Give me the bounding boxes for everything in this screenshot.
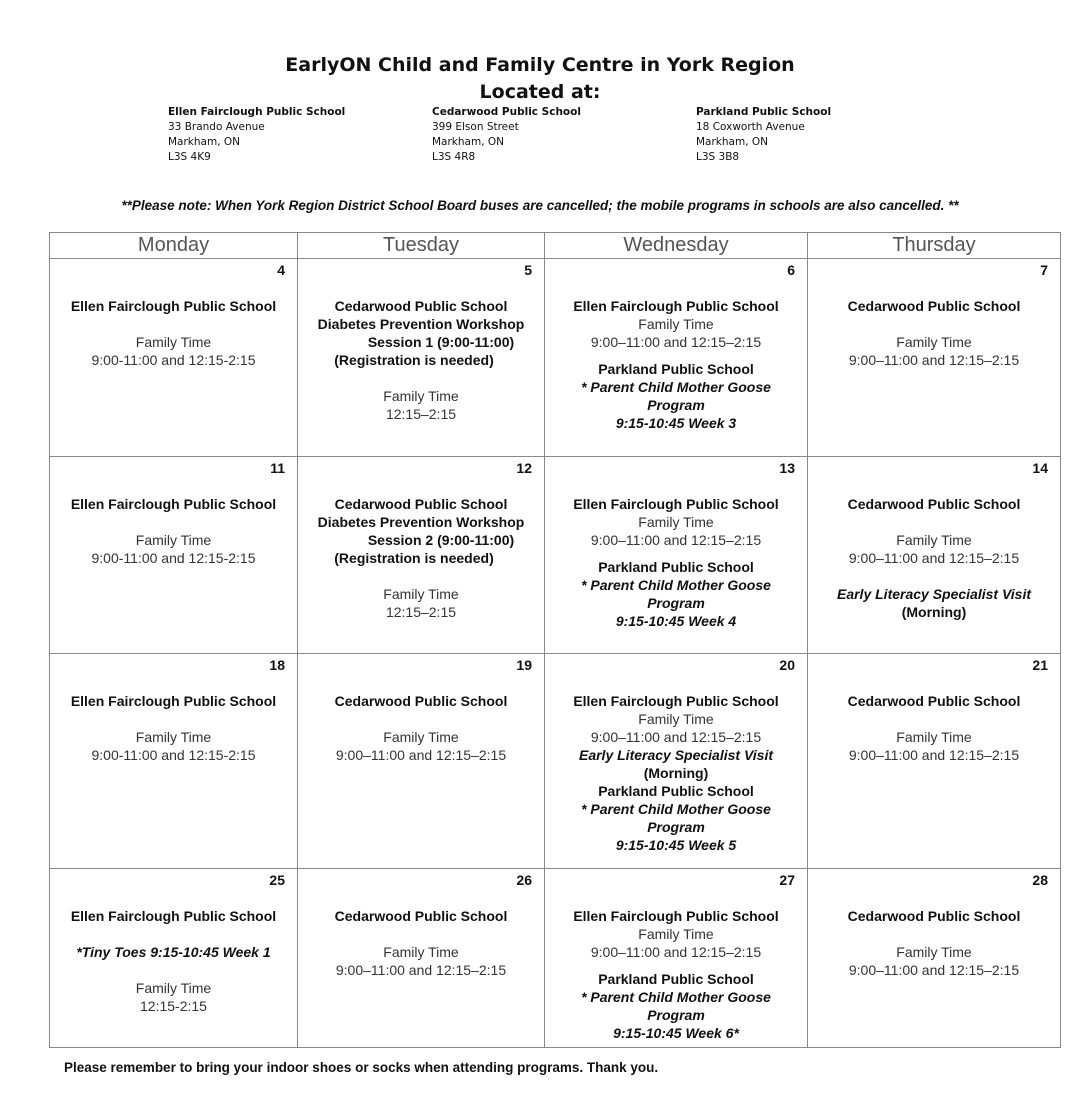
date-number: 14 bbox=[1032, 460, 1048, 476]
workshop-title: Diabetes Prevention Workshop bbox=[317, 514, 525, 530]
date-number: 18 bbox=[269, 657, 285, 673]
school-name: Ellen Fairclough Public School bbox=[70, 693, 277, 709]
location-parkland bbox=[696, 105, 831, 165]
calendar-day-cell bbox=[298, 869, 545, 1048]
school-name: Cedarwood Public School bbox=[847, 298, 1021, 314]
activity-time: 9:00–11:00 and 12:15–2:15 bbox=[335, 962, 507, 978]
date-number: 19 bbox=[516, 657, 532, 673]
program-name-line2: Program bbox=[647, 397, 705, 413]
school-name: Ellen Fairclough Public School bbox=[70, 908, 277, 924]
second-school-name: Parkland Public School bbox=[598, 971, 754, 987]
calendar-day-cell bbox=[545, 457, 808, 654]
date-number: 25 bbox=[269, 872, 285, 888]
registration-note: (Registration is needed) bbox=[334, 352, 494, 368]
program-name-line2: Program bbox=[647, 1007, 705, 1023]
location-postal: L3S 3B8 bbox=[696, 151, 740, 163]
activity-time: 9:00-11:00 and 12:15-2:15 bbox=[91, 550, 256, 566]
location-street: 18 Coxworth Avenue bbox=[696, 121, 805, 133]
school-name: Ellen Fairclough Public School bbox=[573, 693, 779, 709]
date-number: 12 bbox=[516, 460, 532, 476]
program-time: 9:15-10:45 Week 4 bbox=[615, 613, 737, 629]
activity-time: 9:00–11:00 and 12:15–2:15 bbox=[335, 747, 507, 763]
location-city: Markham, ON bbox=[696, 136, 769, 148]
location-name: Ellen Fairclough Public School bbox=[168, 106, 346, 118]
date-number: 11 bbox=[270, 460, 285, 476]
activity-label: Family Time bbox=[135, 729, 212, 745]
day-header-wednesday: Wednesday bbox=[545, 233, 808, 259]
location-street: 33 Brando Avenue bbox=[168, 121, 265, 133]
calendar-day-cell bbox=[50, 654, 298, 869]
program-time: 9:15-10:45 Week 3 bbox=[615, 415, 737, 431]
program-time: 9:15-10:45 Week 6* bbox=[613, 1025, 739, 1041]
program-time: 9:15-10:45 Week 5 bbox=[615, 837, 737, 853]
calendar-week-row bbox=[50, 654, 1061, 869]
date-number: 21 bbox=[1032, 657, 1048, 673]
location-name: Parkland Public School bbox=[696, 106, 832, 118]
school-name: Ellen Fairclough Public School bbox=[573, 908, 779, 924]
second-school-name: Parkland Public School bbox=[598, 559, 754, 575]
day-header-tuesday: Tuesday bbox=[298, 233, 545, 259]
school-name: Cedarwood Public School bbox=[334, 298, 508, 314]
activity-label: Family Time bbox=[896, 532, 972, 548]
date-number: 7 bbox=[1040, 262, 1048, 278]
date-number: 5 bbox=[524, 262, 532, 278]
activity-time: 9:00-11:00 and 12:15-2:15 bbox=[91, 747, 256, 763]
calendar-day-cell bbox=[298, 259, 545, 457]
date-number: 28 bbox=[1032, 872, 1048, 888]
activity-time: 9:00–11:00 and 12:15–2:15 bbox=[590, 944, 762, 960]
program-name: * Parent Child Mother Goose bbox=[581, 379, 771, 395]
location-name: Cedarwood Public School bbox=[432, 106, 581, 118]
literacy-visit-time: (Morning) bbox=[901, 604, 967, 620]
activity-time: 9:00–11:00 and 12:15–2:15 bbox=[590, 532, 762, 548]
activity-label: Family Time bbox=[383, 729, 459, 745]
location-ellen-fairclough bbox=[168, 105, 345, 165]
activity-label: Family Time bbox=[383, 388, 459, 404]
school-name: Ellen Fairclough Public School bbox=[573, 298, 779, 314]
activity-label: Family Time bbox=[638, 316, 714, 332]
location-city: Markham, ON bbox=[168, 136, 241, 148]
calendar-day-cell bbox=[50, 457, 298, 654]
calendar-day-cell bbox=[545, 259, 808, 457]
day-header-monday: Monday bbox=[50, 233, 298, 259]
calendar-week-row bbox=[50, 457, 1061, 654]
page-title: EarlyON Child and Family Centre in York Region bbox=[285, 54, 795, 76]
activity-time: 9:00–11:00 and 12:15–2:15 bbox=[848, 747, 1020, 763]
activity-time: 12:15–2:15 bbox=[385, 406, 457, 422]
calendar-week-row bbox=[50, 259, 1061, 457]
literacy-visit: Early Literacy Specialist Visit bbox=[578, 747, 774, 763]
program-name-line2: Program bbox=[647, 595, 705, 611]
school-name: Cedarwood Public School bbox=[334, 693, 508, 709]
calendar-day-cell bbox=[808, 259, 1061, 457]
page-subtitle: Located at: bbox=[479, 81, 601, 103]
location-cedarwood bbox=[432, 105, 581, 165]
calendar-week-row bbox=[50, 869, 1061, 1048]
activity-label: Family Time bbox=[383, 586, 459, 602]
calendar-day-cell bbox=[545, 654, 808, 869]
second-school-name: Parkland Public School bbox=[598, 361, 754, 377]
school-name: Cedarwood Public School bbox=[847, 693, 1021, 709]
activity-time: 12:15-2:15 bbox=[140, 998, 207, 1014]
program-name: * Parent Child Mother Goose bbox=[581, 801, 771, 817]
school-name: Ellen Fairclough Public School bbox=[573, 496, 779, 512]
activity-label: Family Time bbox=[135, 334, 212, 350]
registration-note: (Registration is needed) bbox=[334, 550, 494, 566]
location-street: 399 Elson Street bbox=[432, 121, 519, 133]
footer-reminder: Please remember to bring your indoor shoes or socks when attending programs. Thank you. bbox=[64, 1060, 659, 1075]
activity-label: Family Time bbox=[896, 729, 972, 745]
school-name: Cedarwood Public School bbox=[847, 908, 1021, 924]
cancellation-note: **Please note: When York Region District School Board buses are cancelled; the mobile programs in schools are also cancelled. ** bbox=[121, 198, 959, 213]
activity-label: Family Time bbox=[638, 514, 714, 530]
calendar-day-cell bbox=[298, 457, 545, 654]
calendar-day-cell bbox=[545, 869, 808, 1048]
day-header-thursday: Thursday bbox=[808, 233, 1061, 259]
literacy-visit-time: (Morning) bbox=[643, 765, 709, 781]
calendar-table bbox=[49, 232, 1061, 1048]
activity-time: 9:00–11:00 and 12:15–2:15 bbox=[590, 334, 762, 350]
tiny-toes-program: *Tiny Toes 9:15-10:45 Week 1 bbox=[76, 944, 271, 960]
calendar-day-cell bbox=[808, 869, 1061, 1048]
calendar-day-cell bbox=[808, 654, 1061, 869]
school-name: Cedarwood Public School bbox=[334, 496, 508, 512]
workshop-session: Session 1 (9:00-11:00) bbox=[367, 334, 515, 350]
activity-time: 9:00–11:00 and 12:15–2:15 bbox=[848, 550, 1020, 566]
activity-time: 9:00–11:00 and 12:15–2:15 bbox=[590, 729, 762, 745]
date-number: 6 bbox=[787, 262, 795, 278]
school-name: Cedarwood Public School bbox=[847, 496, 1021, 512]
calendar-day-cell bbox=[808, 457, 1061, 654]
second-school-name: Parkland Public School bbox=[598, 783, 754, 799]
date-number: 20 bbox=[779, 657, 795, 673]
school-name: Ellen Fairclough Public School bbox=[70, 496, 277, 512]
school-name: Ellen Fairclough Public School bbox=[70, 298, 277, 314]
date-number: 27 bbox=[779, 872, 795, 888]
date-number: 4 bbox=[277, 262, 285, 278]
activity-time: 9:00–11:00 and 12:15–2:15 bbox=[848, 962, 1020, 978]
date-number: 13 bbox=[779, 460, 795, 476]
activity-time: 12:15–2:15 bbox=[385, 604, 457, 620]
calendar-day-cell bbox=[298, 654, 545, 869]
calendar-day-cell bbox=[50, 869, 298, 1048]
calendar-day-cell bbox=[50, 259, 298, 457]
location-city: Markham, ON bbox=[432, 136, 505, 148]
activity-label: Family Time bbox=[896, 334, 972, 350]
activity-label: Family Time bbox=[135, 980, 212, 996]
activity-label: Family Time bbox=[383, 944, 459, 960]
school-name: Cedarwood Public School bbox=[334, 908, 508, 924]
date-number: 26 bbox=[516, 872, 532, 888]
activity-label: Family Time bbox=[896, 944, 972, 960]
program-name: * Parent Child Mother Goose bbox=[581, 989, 771, 1005]
activity-time: 9:00-11:00 and 12:15-2:15 bbox=[91, 352, 256, 368]
calendar-header-row bbox=[50, 233, 1061, 259]
location-postal: L3S 4K9 bbox=[168, 151, 211, 163]
program-name: * Parent Child Mother Goose bbox=[581, 577, 771, 593]
workshop-title: Diabetes Prevention Workshop bbox=[317, 316, 525, 332]
program-name-line2: Program bbox=[647, 819, 705, 835]
literacy-visit: Early Literacy Specialist Visit bbox=[836, 586, 1032, 602]
activity-label: Family Time bbox=[135, 532, 212, 548]
activity-time: 9:00–11:00 and 12:15–2:15 bbox=[848, 352, 1020, 368]
activity-label: Family Time bbox=[638, 711, 714, 727]
activity-label: Family Time bbox=[638, 926, 714, 942]
location-postal: L3S 4R8 bbox=[432, 151, 476, 163]
workshop-session: Session 2 (9:00-11:00) bbox=[367, 532, 515, 548]
